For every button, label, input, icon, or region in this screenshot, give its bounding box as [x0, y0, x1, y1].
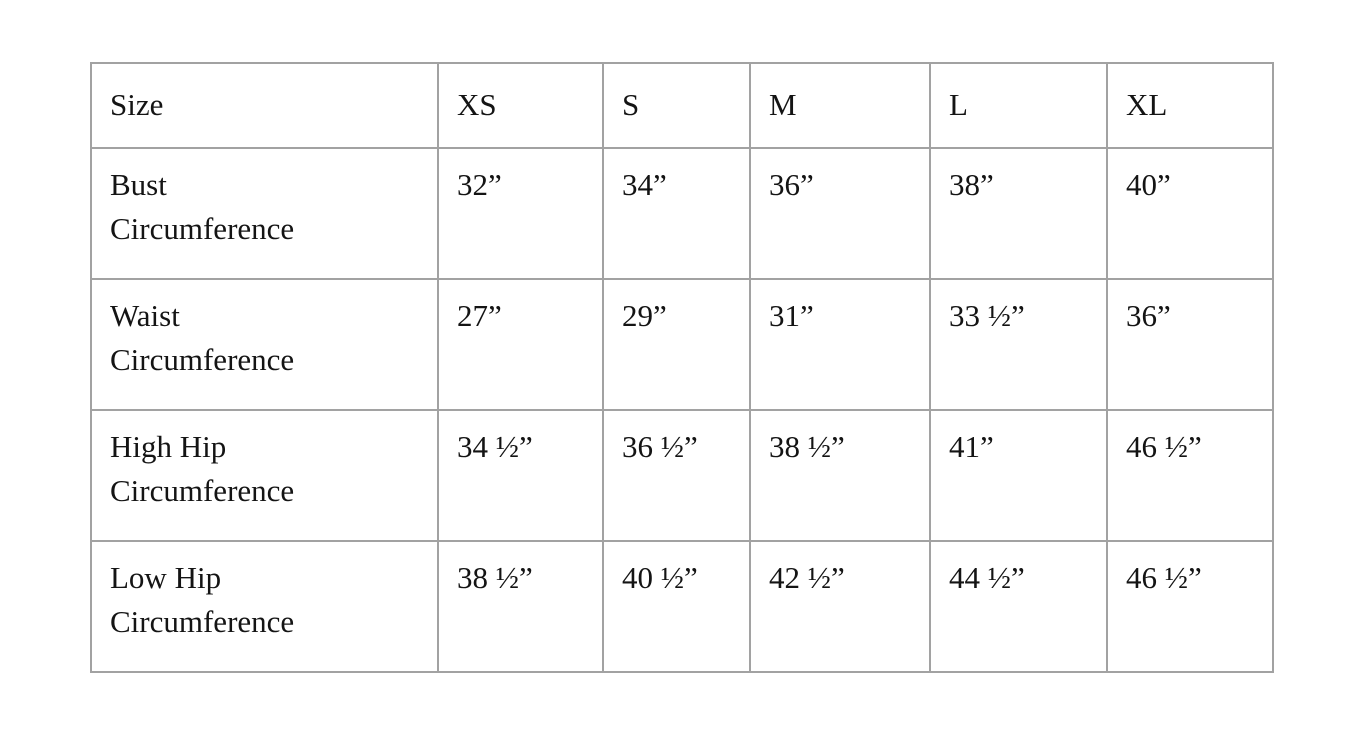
measurement-cell: 36” — [750, 148, 930, 279]
measurement-cell: 34” — [603, 148, 750, 279]
row-label-line: Waist — [110, 298, 180, 333]
measurement-cell: 42 ½” — [750, 541, 930, 672]
row-label-line: Circumference — [110, 473, 295, 509]
measurement-cell: 36 ½” — [603, 410, 750, 541]
header-cell-xs: XS — [438, 63, 603, 148]
row-label-line: Circumference — [110, 604, 295, 640]
table-row-waist — [91, 279, 1273, 410]
measurement-cell: 38 ½” — [438, 541, 603, 672]
header-cell-m: M — [750, 63, 930, 148]
measurement-cell: 33 ½” — [930, 279, 1107, 410]
measurement-cell: 34 ½” — [438, 410, 603, 541]
header-cell-size: Size — [91, 63, 438, 148]
table-row-high-hip — [91, 410, 1273, 541]
measurement-cell: 31” — [750, 279, 930, 410]
row-label-line: Circumference — [110, 211, 295, 247]
row-label-line: Circumference — [110, 342, 295, 378]
row-label-bust — [91, 148, 438, 279]
measurement-cell: 27” — [438, 279, 603, 410]
measurement-cell: 32” — [438, 148, 603, 279]
header-cell-xl: XL — [1107, 63, 1273, 148]
table-row-bust — [91, 148, 1273, 279]
row-label-low-hip — [91, 541, 438, 672]
row-label-line: Low Hip — [110, 560, 222, 595]
size-chart-table — [90, 62, 1274, 673]
measurement-cell: 38 ½” — [750, 410, 930, 541]
measurement-cell: 38” — [930, 148, 1107, 279]
measurement-cell: 41” — [930, 410, 1107, 541]
measurement-cell: 46 ½” — [1107, 410, 1273, 541]
row-label-waist — [91, 279, 438, 410]
measurement-cell: 36” — [1107, 279, 1273, 410]
table-row-low-hip — [91, 541, 1273, 672]
header-row — [91, 63, 1273, 148]
measurement-cell: 40” — [1107, 148, 1273, 279]
header-cell-l: L — [930, 63, 1107, 148]
row-label-line: High Hip — [110, 429, 227, 464]
measurement-cell: 29” — [603, 279, 750, 410]
row-label-high-hip — [91, 410, 438, 541]
measurement-cell: 46 ½” — [1107, 541, 1273, 672]
header-cell-s: S — [603, 63, 750, 148]
measurement-cell: 44 ½” — [930, 541, 1107, 672]
row-label-line: Bust — [110, 167, 167, 202]
measurement-cell: 40 ½” — [603, 541, 750, 672]
